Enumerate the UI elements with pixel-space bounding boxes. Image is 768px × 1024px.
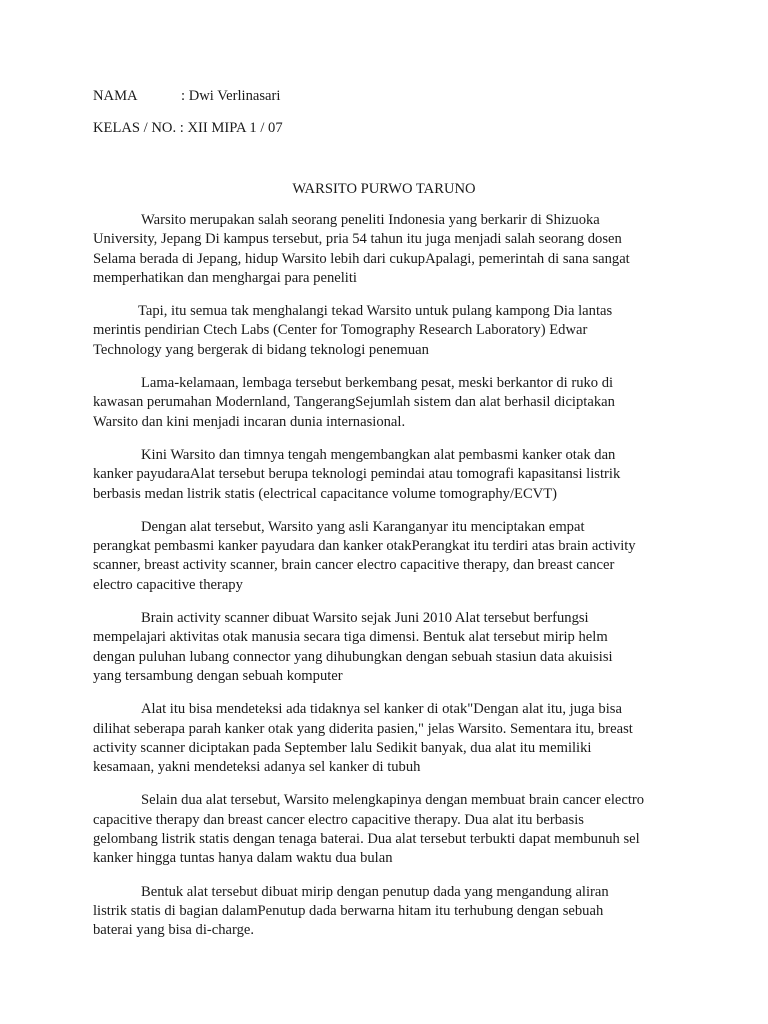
paragraph-8 — [93, 791, 683, 868]
paragraph-line: yang tersambung dengan sebuah komputer — [93, 667, 343, 684]
paragraph-line: Bentuk alat tersebut dibuat mirip dengan penutup dada yang mengandung aliran — [141, 883, 609, 900]
name-row — [93, 87, 280, 106]
paragraph-5 — [93, 518, 683, 595]
paragraph-line: Alat itu bisa mendeteksi ada tidaknya sel kanker di otak"Dengan alat itu, juga bisa — [141, 701, 622, 718]
class-label: KELAS / NO. — [93, 120, 177, 136]
class-value: : XII MIPA 1 / 07 — [179, 120, 283, 136]
paragraph-line: University, Jepang Di kampus tersebut, pria 54 tahun itu juga menjadi salah seorang dosen — [93, 231, 622, 248]
paragraph-line: Brain activity scanner dibuat Warsito sejak Juni 2010 Alat tersebut berfungsi — [141, 610, 589, 627]
paragraph-2 — [93, 302, 683, 360]
paragraph-line: Warsito merupakan salah seorang peneliti Indonesia yang berkarir di Shizuoka — [141, 212, 600, 228]
paragraph-line: dengan puluhan lubang connector yang dihubungkan dengan sebuah stasiun data akuisisi — [93, 648, 613, 665]
paragraph-line: Lama-kelamaan, lembaga tersebut berkembang pesat, meski berkantor di ruko di — [141, 375, 614, 392]
paragraph-line: memperhatikan dan menghargai para peneliti — [93, 269, 357, 286]
name-label: NAMA — [93, 88, 138, 104]
paragraph-line: dilihat seberapa parah kanker otak yang diderita pasien," jelas Warsito. Sementara itu, breast — [93, 720, 633, 737]
paragraph-line: electro capacitive therapy — [93, 576, 243, 593]
paragraph-4 — [93, 446, 683, 504]
paragraph-line: capacitive therapy dan breast cancer electro capacitive therapy. Dua alat itu berbasis — [93, 811, 584, 828]
paragraph-line: Selama berada di Jepang, hidup Warsito lebih dari cukupApalagi, pemerintah di sana sangat — [93, 250, 630, 267]
name-value: : Dwi Verlinasari — [181, 88, 281, 104]
paragraph-line: berbasis medan listrik statis (electrical capacitance volume tomography/ECVT) — [93, 485, 557, 502]
paragraph-line: scanner, breast activity scanner, brain cancer electro capacitive therapy, dan breast cancer — [93, 557, 615, 574]
paragraph-line: Dengan alat tersebut, Warsito yang asli Karanganyar itu menciptakan empat — [141, 518, 585, 535]
paragraph-6 — [93, 609, 683, 686]
paragraph-line: Technology yang bergerak di bidang teknologi penemuan — [93, 341, 429, 358]
paragraph-line: activity scanner diciptakan pada September lalu Sedikit banyak, dua alat itu memiliki — [93, 739, 592, 756]
paragraph-line: Warsito dan kini menjadi incaran dunia internasional. — [93, 413, 406, 430]
paragraph-line: mempelajari aktivitas otak manusia secara tiga dimensi. Bentuk alat tersebut mirip helm — [93, 629, 608, 646]
paragraph-line: kesamaan, yakni mendeteksi adanya sel kanker di tubuh — [93, 759, 421, 776]
paragraph-9 — [93, 883, 683, 941]
paragraph-7 — [93, 700, 683, 777]
paragraph-line: gelombang listrik statis dengan tenaga baterai. Dua alat tersebut terbukti dapat membunuh sel — [93, 831, 640, 848]
paragraph-line: listrik statis di bagian dalamPenutup dada berwarna hitam itu terhubung dengan sebuah — [93, 902, 604, 919]
paragraph-line: Tapi, itu semua tak menghalangi tekad Warsito untuk pulang kampong Dia lantas — [138, 303, 613, 320]
paragraph-line: Selain dua alat tersebut, Warsito melengkapinya dengan membuat brain cancer electro — [141, 792, 645, 809]
class-row — [93, 119, 283, 138]
document-title: WARSITO PURWO TARUNO — [292, 181, 476, 197]
document-body — [93, 211, 683, 955]
paragraph-line: merintis pendirian Ctech Labs (Center for Tomography Research Laboratory) Edwar — [93, 322, 588, 339]
paragraph-line: baterai yang bisa di-charge. — [93, 922, 255, 939]
paragraph-line: kawasan perumahan Modernland, TangerangSejumlah sistem dan alat berhasil diciptakan — [93, 394, 615, 411]
paragraph-line: kanker hingga tuntas hanya dalam waktu dua bulan — [93, 850, 393, 867]
paragraph-1 — [93, 211, 683, 288]
paragraph-line: Kini Warsito dan timnya tengah mengembangkan alat pembasmi kanker otak dan — [141, 446, 616, 463]
paragraph-line: kanker payudaraAlat tersebut berupa teknologi pemindai atau tomografi kapasitansi listrik — [93, 466, 621, 483]
paragraph-line: perangkat pembasmi kanker payudara dan kanker otakPerangkat itu terdiri atas brain activity — [93, 538, 636, 555]
paragraph-3 — [93, 374, 683, 432]
